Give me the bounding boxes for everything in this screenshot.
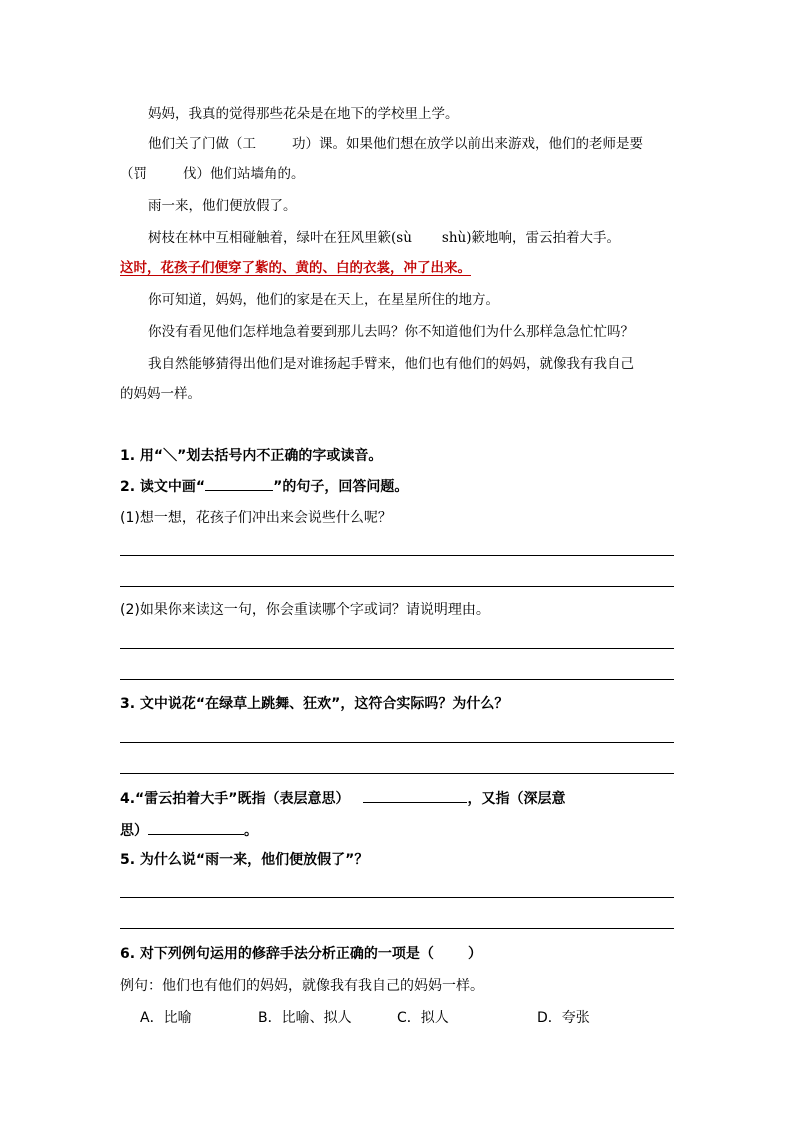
passage-text: 他们关了门做（工: [148, 136, 256, 152]
question-text: 思）: [120, 823, 148, 839]
passage-paragraph-5-underlined: [120, 258, 680, 278]
question-6-example: 例句：他们也有他们的妈妈，就像我有我自己的妈妈一样。: [120, 978, 484, 994]
answer-line[interactable]: [120, 742, 674, 743]
answer-line[interactable]: [120, 679, 674, 680]
underline-blank: [205, 476, 273, 491]
underlined-sentence: 这时，花孩子们便穿了紫的、黄的、白的衣裳，冲了出来。: [120, 260, 471, 276]
passage-paragraph-7: 你没有看见他们怎样地急着要到那儿去吗？你不知道他们为什么那样急急忙忙吗？: [148, 324, 634, 340]
question-4-cont: [120, 820, 680, 841]
passage-text: 功）课。如果他们想在放学以前出来游戏，他们的老师是要: [292, 136, 643, 152]
passage-paragraph-3: 雨一来，他们便放假了。: [148, 198, 297, 214]
question-2-part-2: (2)如果你来读这一句，你会重读哪个字或词？请说明理由。: [120, 602, 490, 618]
passage-paragraph-2: [120, 134, 708, 154]
passage-text: 树枝在林中互相碰触着，绿叶在狂风里簌(sù: [148, 230, 412, 246]
question-2: [120, 476, 680, 497]
passage-text: 伐）他们站墙角的。: [183, 166, 305, 182]
answer-blank-2[interactable]: [148, 820, 244, 835]
question-1: 1. 用“＼”划去括号内不正确的字或读音。: [120, 448, 383, 464]
question-text: ）: [467, 946, 482, 962]
option-b[interactable]: B．比喻、拟人: [258, 1010, 352, 1026]
question-text: 。: [244, 823, 258, 839]
question-text: 4.“雷云拍着大手”既指（表层意思）: [120, 791, 350, 807]
answer-line[interactable]: [120, 773, 674, 774]
question-6: [120, 944, 680, 964]
passage-paragraph-2-cont: [120, 164, 680, 184]
question-2-part-1: (1)想一想，花孩子们冲出来会说些什么呢？: [120, 510, 392, 526]
answer-line[interactable]: [120, 928, 674, 929]
option-c[interactable]: C．拟人: [397, 1010, 449, 1026]
question-4: [120, 788, 680, 809]
question-text: 2. 读文中画“: [120, 479, 206, 495]
question-text: ，又指（深层意: [467, 791, 566, 807]
answer-blank-1[interactable]: [363, 788, 467, 803]
question-text: ”的句子，回答问题。: [273, 479, 409, 495]
question-5: 5. 为什么说“雨一来，他们便放假了”？: [120, 852, 369, 868]
answer-line[interactable]: [120, 586, 674, 587]
passage-paragraph-4: [120, 228, 708, 248]
answer-line[interactable]: [120, 648, 674, 649]
passage-paragraph-8-cont: 的妈妈一样。: [120, 386, 201, 402]
option-d[interactable]: D．夸张: [537, 1010, 590, 1026]
passage-paragraph-6: 你可知道，妈妈，他们的家是在天上，在星星所住的地方。: [148, 292, 499, 308]
passage-text: shù)簌地响，雷云拍着大手。: [441, 230, 620, 246]
answer-line[interactable]: [120, 555, 674, 556]
question-text: 6. 对下列例句运用的修辞手法分析正确的一项是（: [120, 946, 434, 962]
answer-line[interactable]: [120, 897, 674, 898]
option-a[interactable]: A．比喻: [140, 1010, 192, 1026]
passage-paragraph-8: 我自然能够猜得出他们是对谁扬起手臂来，他们也有他们的妈妈，就像我有我自己: [148, 356, 634, 372]
passage-text: （罚: [120, 166, 147, 182]
passage-paragraph-1: 妈妈，我真的觉得那些花朵是在地下的学校里上学。: [148, 106, 459, 122]
question-3: 3. 文中说花“在绿草上跳舞、狂欢”，这符合实际吗？为什么？: [120, 696, 509, 712]
